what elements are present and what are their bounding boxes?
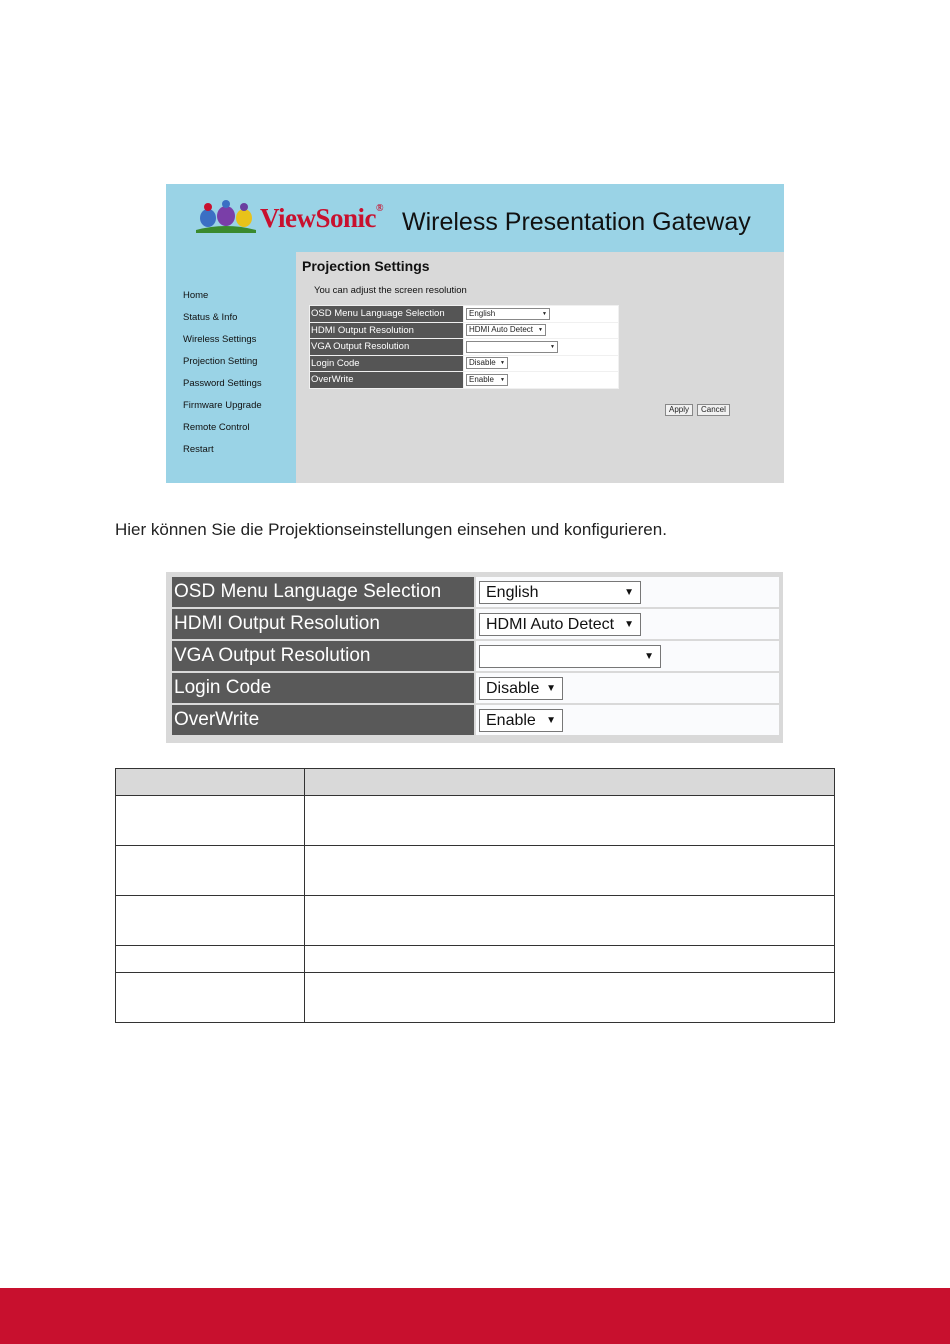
overwrite-select[interactable]: Enable ▼ <box>466 374 508 386</box>
header-banner <box>166 184 784 252</box>
table-row <box>310 372 619 389</box>
table-row <box>171 640 780 672</box>
setting-label: VGA Output Resolution <box>171 640 475 672</box>
caption-text: Hier können Sie die Projektionseinstellungen einsehen und konfigurieren. <box>115 520 667 539</box>
table-header-cell <box>116 769 305 796</box>
table-header-cell <box>305 769 835 796</box>
setting-label: VGA Output Resolution <box>310 339 464 356</box>
brand-name: ViewSonic® <box>260 203 383 233</box>
sidebar-nav <box>166 252 296 483</box>
table-cell <box>116 973 305 1023</box>
table-cell <box>305 946 835 973</box>
table-cell <box>116 846 305 896</box>
setting-label: OSD Menu Language Selection <box>171 576 475 608</box>
login-code-select[interactable]: Disable ▼ <box>479 677 563 700</box>
chevron-down-icon: ▼ <box>542 310 547 317</box>
sidebar-item-restart[interactable]: Restart <box>183 444 214 455</box>
table-row <box>310 355 619 372</box>
table-cell <box>305 896 835 946</box>
table-row <box>116 796 835 846</box>
sidebar-item-password-settings[interactable]: Password Settings <box>183 378 262 389</box>
sidebar-item-projection-setting[interactable]: Projection Setting <box>183 356 258 367</box>
chevron-down-icon: ▼ <box>500 360 505 367</box>
sidebar-item-remote-control[interactable]: Remote Control <box>183 422 250 433</box>
chevron-down-icon: ▼ <box>546 714 556 726</box>
product-name: Wireless Presentation Gateway <box>402 208 751 236</box>
settings-zoom-panel <box>166 572 783 743</box>
chevron-down-icon: ▼ <box>500 376 505 383</box>
settings-table <box>309 305 619 389</box>
table-row <box>310 322 619 339</box>
chevron-down-icon: ▼ <box>546 682 556 694</box>
viewsonic-birds-logo-icon <box>194 196 258 236</box>
table-row <box>116 846 835 896</box>
table-cell <box>116 796 305 846</box>
setting-label: OverWrite <box>171 704 475 736</box>
cancel-button[interactable]: Cancel <box>697 404 730 416</box>
table-cell <box>305 973 835 1023</box>
table-row <box>171 608 780 640</box>
main-content <box>296 252 784 483</box>
table-row <box>171 672 780 704</box>
table-header-row <box>116 769 835 796</box>
table-cell <box>305 846 835 896</box>
login-code-select[interactable]: Disable ▼ <box>466 357 508 369</box>
page-subtitle: You can adjust the screen resolution <box>314 285 467 296</box>
table-row <box>116 946 835 973</box>
chevron-down-icon: ▼ <box>624 586 634 598</box>
setting-label: HDMI Output Resolution <box>310 322 464 339</box>
chevron-down-icon: ▼ <box>624 618 634 630</box>
page-title: Projection Settings <box>302 258 430 274</box>
setting-label: OverWrite <box>310 372 464 389</box>
table-row <box>171 704 780 736</box>
chevron-down-icon: ▼ <box>644 650 654 662</box>
table-row <box>310 339 619 356</box>
settings-table-enlarged <box>170 575 781 737</box>
hdmi-resolution-select[interactable]: HDMI Auto Detect ▼ <box>479 613 641 636</box>
setting-label: OSD Menu Language Selection <box>310 306 464 323</box>
setting-label: Login Code <box>310 355 464 372</box>
table-row <box>116 973 835 1023</box>
sidebar-item-status-info[interactable]: Status & Info <box>183 312 238 323</box>
table-row <box>310 306 619 323</box>
setting-label: Login Code <box>171 672 475 704</box>
vga-resolution-select[interactable] <box>466 341 558 353</box>
table-cell <box>116 946 305 973</box>
osd-language-select[interactable]: English ▼ <box>479 581 641 604</box>
sidebar-item-home[interactable]: Home <box>183 290 209 301</box>
hdmi-resolution-select[interactable]: HDMI Auto Detect ▼ <box>466 324 546 336</box>
overwrite-select[interactable]: Enable ▼ <box>479 709 563 732</box>
apply-button[interactable]: Apply <box>665 404 693 416</box>
table-row <box>171 576 780 608</box>
web-ui-screenshot <box>166 184 784 483</box>
description-table <box>115 768 835 1023</box>
chevron-down-icon: ▼ <box>538 327 543 334</box>
setting-label: HDMI Output Resolution <box>171 608 475 640</box>
sidebar-item-wireless-settings[interactable]: Wireless Settings <box>183 334 257 345</box>
table-row <box>116 896 835 946</box>
table-cell <box>305 796 835 846</box>
footer-bar <box>0 1288 950 1344</box>
table-cell <box>116 896 305 946</box>
osd-language-select[interactable]: English ▼ <box>466 308 550 320</box>
sidebar-item-firmware-upgrade[interactable]: Firmware Upgrade <box>183 400 262 411</box>
vga-resolution-select[interactable] <box>479 645 661 668</box>
chevron-down-icon: ▼ <box>550 343 555 350</box>
